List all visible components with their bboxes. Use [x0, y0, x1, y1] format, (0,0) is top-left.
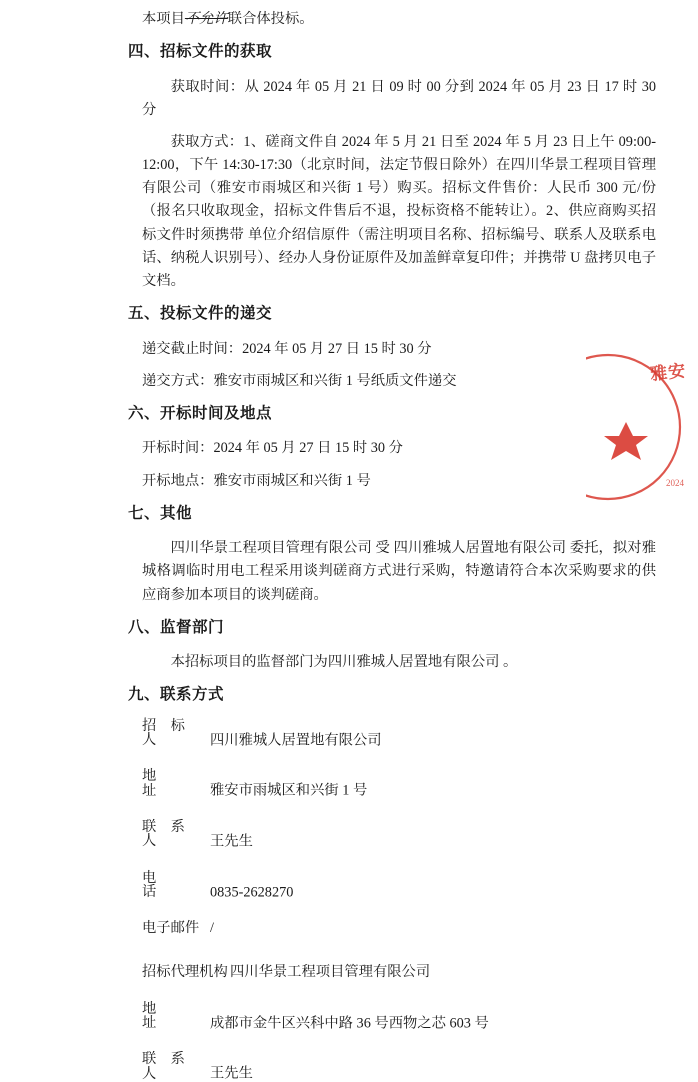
contact-label-person: 联 系 人 — [142, 819, 200, 850]
agency-label-person: 联 系 人 — [142, 1051, 200, 1082]
section-4-paragraph-1: 获取时间：从 2024 年 05 月 21 日 09 时 00 分到 2024 年 05 月 23 日 17 时 30 分 — [142, 78, 656, 118]
contact-value-bidder: 四川雅城人居置地有限公司 — [210, 732, 382, 749]
section-heading-8: 八、监督部门 — [128, 618, 225, 636]
agency-row-person — [128, 1052, 656, 1081]
contact-value-phone: 0835-2628270 — [210, 883, 294, 900]
contact-value-email: / — [210, 920, 214, 937]
joint-bid-note-prefix: 本项目 — [142, 11, 185, 27]
agency-label-address: 地 址 — [142, 1000, 200, 1032]
section-heading-6: 六、开标时间及地点 — [128, 404, 273, 422]
section-8-paragraph-1: 本招标项目的监督部门为四川雅城人居置地有限公司 。 — [170, 654, 518, 671]
agency-label-name: 招标代理机构 — [142, 964, 228, 981]
contact-value-person: 王先生 — [210, 833, 253, 850]
seal-year: 2024 — [666, 478, 684, 488]
contact-label-bidder: 招 标 人 — [142, 717, 200, 749]
joint-bid-note — [128, 8, 656, 31]
contact-label-email: 电子邮件 — [142, 920, 200, 937]
contact-label-address: 地 址 — [142, 768, 200, 799]
contact-row-bidder — [128, 719, 656, 748]
section-5-paragraph-1: 递交截止时间：2024 年 05 月 27 日 15 时 30 分 — [142, 340, 432, 357]
section-heading-5: 五、投标文件的递交 — [128, 305, 273, 323]
agency-value-person: 王先生 — [210, 1065, 253, 1082]
seal-text: 雅安 — [649, 361, 688, 384]
section-6-paragraph-2: 开标地点：雅安市雨城区和兴街 1 号 — [142, 472, 371, 489]
contact-row-address — [128, 769, 656, 798]
section-4-paragraph-2: 获取方式：1、磋商文件自 2024 年 5 月 21 日至 2024 年 5 月 23 日上午 09:00-12:00，下午 14:30-17:30（北京时间，法定节假日除外）在四川华景工程项目管理有限公司（雅安市雨城区和兴街 1 号）购买。招标文件售价：人民币 300 元/份（报名只收取现金，招标文件售后不退，投标资格不能转让）。2、供应商购买招标文件时须携带 单位介绍信原件（需注明项目名称、招标编号、联系人及联系电话、纳税人识别号）、经办人身份证原件及加盖鲜章复印件；并携带 U 盘拷贝电子文档。 — [142, 133, 656, 289]
joint-bid-note-strikethrough: 不允许 — [184, 11, 228, 27]
agency-row-address — [128, 1002, 656, 1031]
contact-label-phone: 电 话 — [142, 869, 200, 900]
joint-bid-note-suffix: 联合体投标。 — [227, 11, 314, 27]
contact-row-email — [128, 921, 656, 935]
section-heading-4: 四、招标文件的获取 — [128, 43, 273, 61]
section-heading-9: 九、联系方式 — [128, 686, 225, 704]
agency-value-name: 四川华景工程项目管理有限公司 — [230, 964, 431, 981]
section-7-paragraph-1: 四川华景工程项目管理有限公司 受 四川雅城人居置地有限公司 委托，拟对雅城格调临时用电工程采用谈判磋商方式进行采购，特邀请符合本次采购要求的供应商参加本项目的谈判磋商。 — [142, 540, 656, 603]
contact-row-person — [128, 820, 656, 849]
contact-value-address: 雅安市雨城区和兴街 1 号 — [210, 782, 368, 799]
contact-row-phone — [128, 871, 656, 900]
section-heading-7: 七、其他 — [128, 504, 193, 522]
agency-row-name — [128, 965, 656, 979]
agency-value-address: 成都市金牛区兴科中路 36 号西物之芯 603 号 — [210, 1015, 489, 1032]
section-6-paragraph-1: 开标时间：2024 年 05 月 27 日 15 时 30 分 — [142, 440, 403, 457]
section-5-paragraph-2: 递交方式：雅安市雨城区和兴街 1 号纸质文件递交 — [142, 372, 457, 389]
